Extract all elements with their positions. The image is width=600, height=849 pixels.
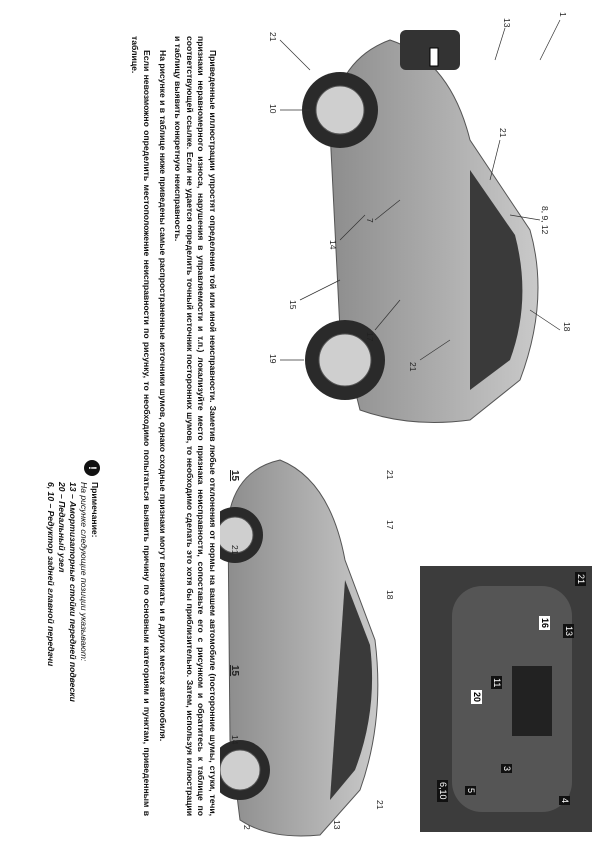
callout-front-6: 21 <box>408 362 418 372</box>
callout-front-10: 15 <box>288 300 298 310</box>
callout-rear-3: 18 <box>385 590 395 600</box>
note-block <box>45 460 100 780</box>
interior-callout-1: 21 <box>576 574 586 585</box>
note-item-1: 13 – Амортизаторные стойки передней подвески <box>68 482 78 702</box>
callout-front-7: 17 <box>365 332 375 342</box>
callout-rear-9: 15 <box>229 470 240 482</box>
car-rear-view <box>220 440 400 849</box>
interior-callout-4: 4 <box>560 798 570 804</box>
callout-front-13: 19 <box>268 354 278 364</box>
callout-front-3: 21 <box>498 128 508 138</box>
info-icon: ! <box>84 460 100 476</box>
paragraph-2: На рисунке и в таблице ниже приведены самые распространенные источники шумов, однако сходные признаки могут возникать и в других местах автомобиля. <box>157 50 168 742</box>
callout-rear-10: 21 <box>230 545 240 555</box>
callout-rear-7: 14 <box>230 735 240 745</box>
paragraph-1: Приведенные иллюстрации упростят определение той или иной неисправности. Заметив любые отклонения от нормы на вашем автомобиле (посторонние шумы, стуки, течи, признаки неравномерного износа, нарушения в управляемости и т.п.) локализуйте место признака неисправности, сопоставьте его с рисунком и обратитесь к таблице по соответствующей ссылке. Если не удается определить точный источник посторонних шумов, то необходимо сделать это хотя бы приблизительно. Затем, используя иллюстрации и таблицу выявить конкретную неисправность. <box>173 36 218 816</box>
interior-callout-8: 5 <box>466 788 476 794</box>
callout-front-2: 13 <box>502 18 512 28</box>
callout-rear-6: 2 <box>242 825 252 830</box>
callout-rear-4: 21 <box>375 800 385 810</box>
text-column <box>125 36 218 816</box>
interior-callout-5: 3 <box>502 766 512 772</box>
note-subtitle: На рисунке следующие позиции указывают: <box>79 482 89 662</box>
paragraph-3: Если невозможно определить местоположение неисправности по рисунку, то необходимо попытаться выявить причину по основным категориям и пунктам, приведенным в таблице. <box>130 36 153 816</box>
callout-rear-1: 21 <box>385 470 395 480</box>
interior-callout-3: 16 <box>540 618 550 629</box>
callout-rear-5: 13 <box>332 820 342 830</box>
callout-front-12: 10 <box>268 104 278 114</box>
callout-rear-8: 15 <box>229 665 240 677</box>
car-rear-illustration <box>220 440 400 849</box>
interior-callout-7: 20 <box>472 692 482 703</box>
interior-callout-9: 6,10 <box>438 782 448 800</box>
callout-front-5: 18 <box>562 322 572 332</box>
callout-rear-2: 17 <box>385 520 395 530</box>
callout-front-4: 8, 9, 12 <box>540 206 550 235</box>
callout-front-9: 14 <box>328 240 338 250</box>
interior-callout-6: 11 <box>492 678 502 688</box>
callout-front-11: 21 <box>268 32 278 42</box>
interior-callout-2: 13 <box>564 626 574 637</box>
note-item-3: 6, 10 – Редуктор задней главной передачи <box>46 482 56 667</box>
callout-front-1: 1 <box>558 12 568 17</box>
note-title: Примечание: <box>90 482 100 538</box>
callout-front-8: 7 <box>365 218 375 223</box>
note-item-2: 20 – Педальный узел <box>57 482 67 573</box>
car-front-view <box>230 0 600 430</box>
interior-photo <box>420 566 592 832</box>
